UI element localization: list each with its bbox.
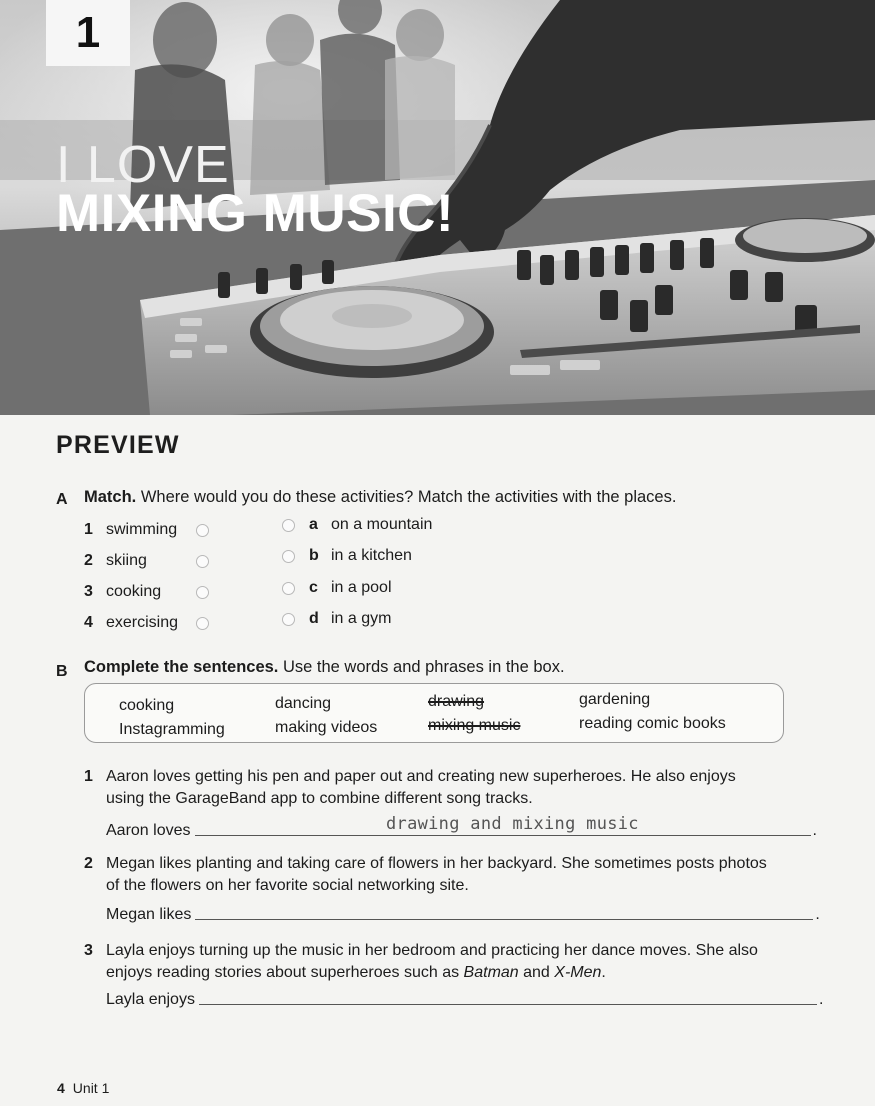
item-text-segment: enjoys reading stories about superheroes such as: [106, 964, 464, 981]
match-dot[interactable]: [196, 555, 209, 568]
section-b-instruction-text: Use the words and phrases in the box.: [278, 658, 565, 676]
unit-title-line2: MIXING MUSIC!: [56, 184, 455, 243]
match-dot[interactable]: [196, 617, 209, 630]
activity-row: [84, 552, 209, 570]
section-a-letter: A: [56, 491, 68, 508]
word-box-item-crossed: mixing music: [428, 717, 521, 734]
section-b-instruction-bold: Complete the sentences.: [84, 658, 279, 676]
word-box-item: cooking: [119, 697, 175, 714]
word-box-item: Instagramming: [119, 721, 225, 738]
item-text-line: Layla enjoys turning up the music in her bedroom and practicing her dance moves. She also: [106, 942, 758, 959]
section-a-instruction-bold: Match.: [84, 488, 137, 506]
word-box: [84, 683, 784, 743]
item-text-line: of the flowers on her favorite social networking site.: [106, 877, 469, 894]
match-dot[interactable]: [196, 524, 209, 537]
word-box-item: dancing: [275, 695, 332, 712]
unit-number: 1: [46, 0, 130, 66]
place-label: on a mountain: [331, 516, 433, 533]
match-dot[interactable]: [282, 550, 295, 563]
activity-label: swimming: [106, 521, 178, 538]
place-letter: d: [309, 610, 319, 627]
answer-prompt: Layla enjoys: [106, 991, 195, 1008]
item-text-segment: and: [518, 964, 555, 981]
page-footer: [57, 1080, 109, 1096]
answer-line-3: [106, 991, 823, 1009]
section-a-instruction: [84, 488, 676, 507]
place-row: [282, 547, 412, 565]
place-row: [282, 579, 392, 597]
answer-period: .: [812, 822, 817, 839]
word-box-item: making videos: [275, 719, 378, 736]
item-text-line: [106, 962, 804, 984]
answer-line-2: [106, 906, 820, 924]
exercise-item-1: [84, 766, 804, 810]
exercise-item-2: [84, 853, 804, 897]
item-text-line: Aaron loves getting his pen and paper out and creating new superheroes. He also enjoys: [106, 768, 736, 785]
section-a-instruction-text: Where would you do these activities? Match the activities with the places.: [136, 488, 677, 506]
place-row: [282, 516, 432, 534]
activity-row: [84, 583, 209, 601]
answer-prompt: Megan likes: [106, 906, 192, 923]
item-text-line: using the GarageBand app to combine different song tracks.: [106, 790, 533, 807]
activity-number: 3: [84, 583, 93, 600]
activity-row: [84, 614, 209, 632]
section-b-letter: B: [56, 663, 68, 680]
activity-number: 4: [84, 614, 93, 631]
word-box-item-crossed: drawing: [428, 693, 485, 710]
place-letter: a: [309, 516, 318, 533]
activity-label: skiing: [106, 552, 147, 569]
activity-label: exercising: [106, 614, 179, 631]
answer-period: .: [815, 906, 820, 923]
match-dot[interactable]: [282, 582, 295, 595]
unit-title-line1: I LOVE: [56, 136, 230, 194]
word-box-item: reading comic books: [579, 715, 726, 732]
match-dot[interactable]: [196, 586, 209, 599]
exercise-item-3: [84, 940, 804, 984]
hero-photo: [0, 0, 875, 415]
place-label: in a gym: [331, 610, 392, 627]
answer-prompt: Aaron loves: [106, 822, 191, 839]
place-label: in a kitchen: [331, 547, 412, 564]
page-number: 4: [57, 1080, 65, 1096]
unit-label: Unit 1: [72, 1080, 110, 1096]
item-number: 2: [84, 855, 93, 872]
section-b-instruction: [84, 658, 565, 677]
match-dot[interactable]: [282, 519, 295, 532]
handwritten-answer: drawing and mixing music: [386, 814, 639, 834]
answer-period: .: [818, 991, 824, 1008]
section-title: PREVIEW: [56, 431, 180, 459]
place-letter: c: [309, 579, 318, 596]
item-text-title: Batman: [463, 964, 519, 981]
place-letter: b: [309, 547, 319, 564]
activity-row: [84, 521, 209, 539]
place-label: in a pool: [331, 579, 392, 596]
answer-blank[interactable]: [195, 834, 811, 836]
activity-label: cooking: [106, 583, 162, 600]
activity-number: 2: [84, 552, 93, 569]
answer-blank[interactable]: [195, 918, 813, 920]
word-box-item: gardening: [579, 691, 651, 708]
activity-number: 1: [84, 521, 93, 538]
item-text-segment: .: [601, 964, 606, 981]
item-number: 1: [84, 768, 93, 785]
item-number: 3: [84, 942, 93, 959]
match-dot[interactable]: [282, 613, 295, 626]
place-row: [282, 610, 391, 628]
answer-blank[interactable]: [199, 1003, 817, 1005]
item-text-line: Megan likes planting and taking care of flowers in her backyard. She sometimes posts photos: [106, 855, 767, 872]
item-text-title: X-Men: [554, 964, 602, 981]
